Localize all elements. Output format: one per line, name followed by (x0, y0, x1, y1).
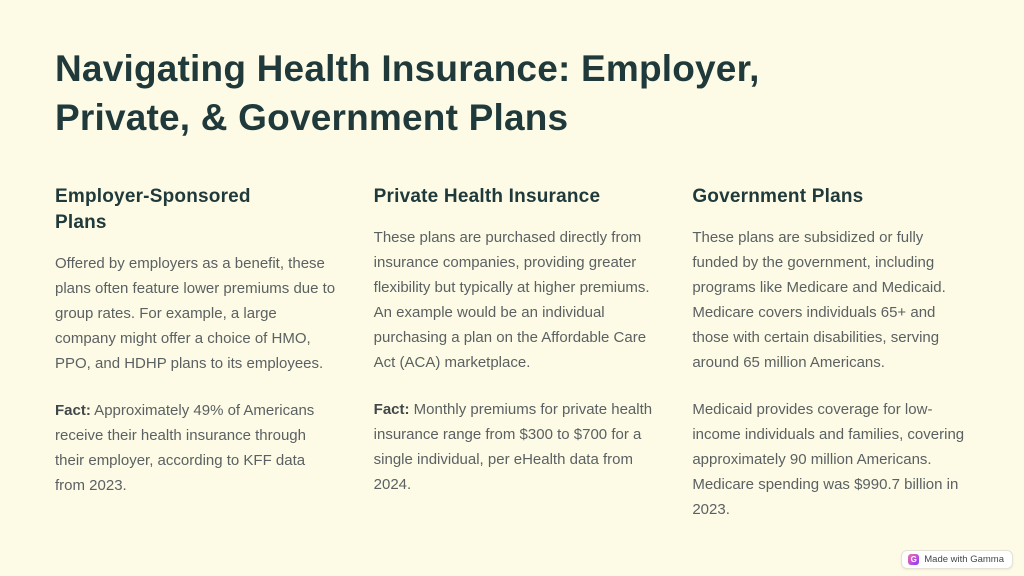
paragraph-text: These plans are purchased directly from insurance companies, providing greater flexibility but typically at higher premiums. An example would be an individual purchasing a plan on the Affordable Care Act (ACA) marketplace. (373, 229, 650, 371)
made-with-gamma-label: Made with Gamma (924, 554, 1004, 565)
paragraph-text: Medicaid provides coverage for low-income individuals and families, covering approximately 90 million Americans. Medicare spending was $990.7 billion in 2023. (692, 401, 965, 518)
column-paragraph (692, 225, 973, 375)
column-heading: Employer-Sponsored Plans (55, 186, 251, 233)
paragraph-text: These plans are subsidized or fully funded by the government, including programs like Medicare and Medicaid. Medicare covers individuals 65+ and those with certain disabilities, serving around 65 million Americans. (692, 229, 946, 371)
paragraph-text: Approximately 49% of Americans receive their health insurance through their employer, according to KFF data from 2023. (55, 402, 315, 494)
column-heading: Private Health Insurance (373, 186, 601, 207)
columns-layout (55, 184, 973, 522)
column-fact-paragraph (55, 398, 336, 498)
slide-title-line-2: Private, & Government Plans (55, 97, 569, 138)
column-paragraph (55, 251, 336, 376)
paragraph-text: Monthly premiums for private health insurance range from $300 to $700 for a single individual, per eHealth data from 2024. (373, 401, 653, 493)
column-private-health-insurance (374, 184, 655, 522)
fact-label: Fact: (55, 402, 91, 419)
column-paragraph (374, 225, 655, 375)
column-fact-paragraph (374, 397, 655, 497)
column-paragraph (692, 397, 973, 522)
column-heading: Government Plans (692, 186, 864, 207)
column-government-plans (692, 184, 973, 522)
slide-title-line-1: Navigating Health Insurance: Employer, (55, 48, 760, 89)
slide-title (55, 44, 972, 142)
column-employer-sponsored-plans (55, 184, 336, 522)
fact-label: Fact: (373, 401, 410, 418)
gamma-logo-icon: G (908, 554, 919, 565)
made-with-gamma-badge[interactable] (901, 550, 1013, 569)
paragraph-text: Offered by employers as a benefit, these plans often feature lower premiums due to group rates. For example, a large company might offer a choice of HMO, PPO, and HDHP plans to its employees. (55, 255, 336, 372)
